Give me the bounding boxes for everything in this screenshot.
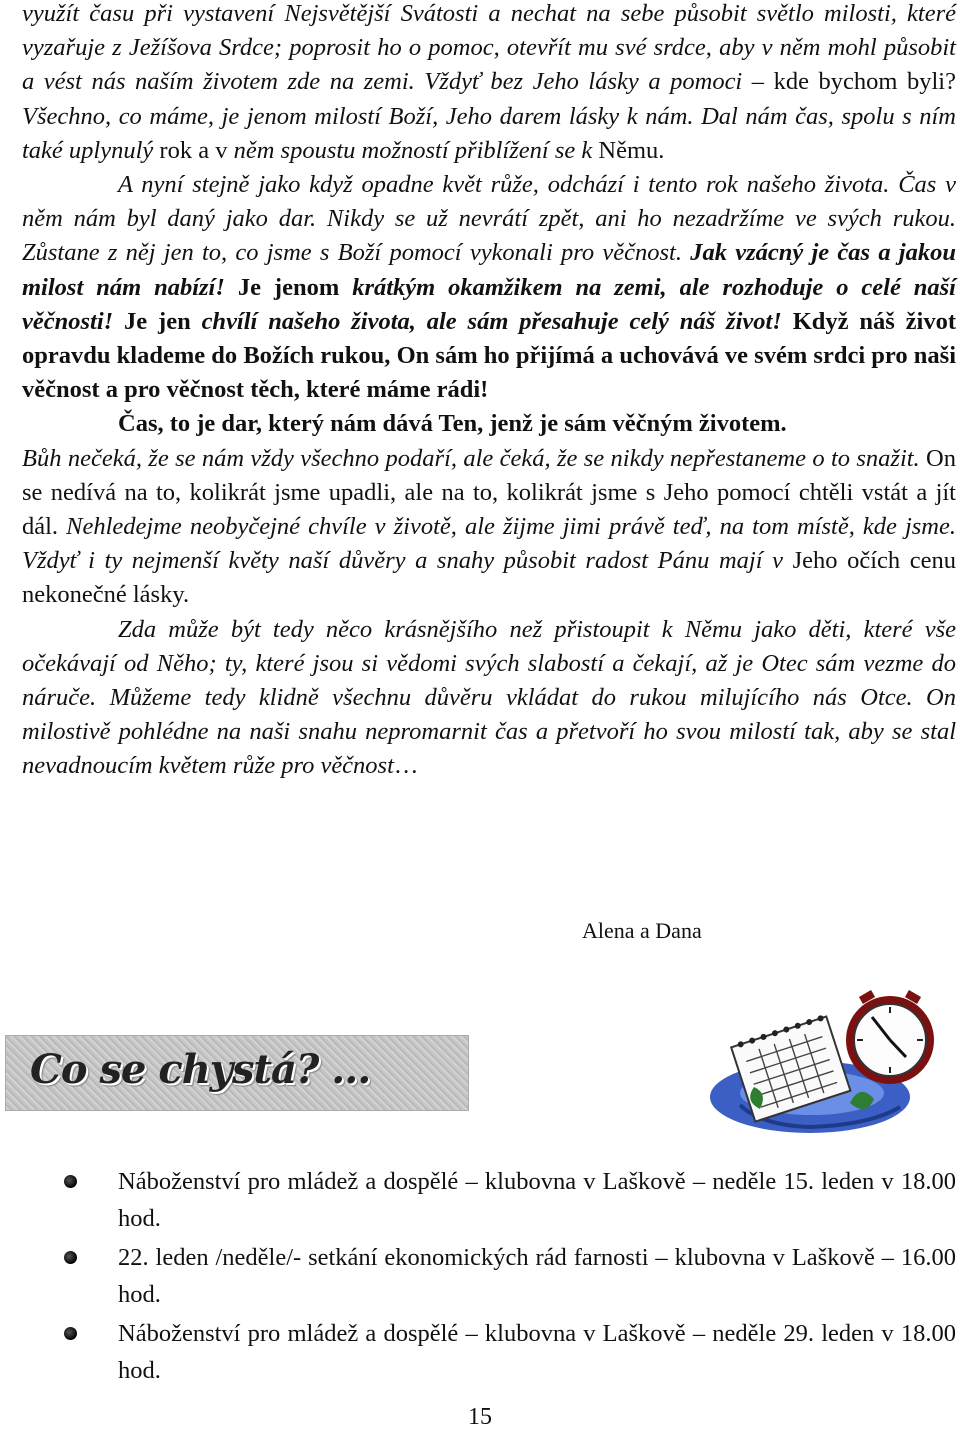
p2-text-7: Když náš život opravdu klademe do Božích rukou, On sám ho přijímá a uchovává ve svém srdci pro naši věčnost a pro věčnost těch, které máme rádi!: [22, 307, 956, 404]
list-item: [60, 1239, 956, 1313]
p3-text: Čas, to je dar, který nám dává Ten, jenž je sám věčným životem.: [118, 410, 787, 438]
event-text: Náboženství pro mládež a dospělé – klubovna v Laškově – neděle 29. leden v 18.00 hod.: [118, 1320, 956, 1384]
p2-text-5: Je jen: [113, 307, 202, 335]
p2-text-6: chvílí našeho života, ale sám přesahuje celý náš život!: [201, 307, 782, 335]
events-list: [60, 1163, 956, 1391]
p4-text-1: Bůh nečeká, že se nám vždy všechno podaří, ale čeká, že se nikdy nepřestaneme o to snažit.: [22, 444, 927, 472]
black-dot-bullet-icon: [64, 1251, 77, 1264]
p1-text-1: využít času při vystavení Nejsvětější Svátosti a nechat na sebe působit světlo milosti, které vyzařuje z Ježíšova Srdce; poprosit ho o pomoc, otevřít mu své srdce, aby v něm mohl působit a vést nás naším životem zde na zemi. Vždyť bez Jeho lásky a pomoci –: [22, 0, 956, 96]
p1-text-4: rok a v: [159, 136, 234, 164]
p1-text-2: kde bychom byli?: [773, 68, 956, 96]
event-text: Náboženství pro mládež a dospělé – klubovna v Laškově – neděle 15. leden v 18.00 hod.: [118, 1168, 956, 1232]
list-item: [60, 1315, 956, 1389]
page-number: 15: [468, 1404, 492, 1430]
section-banner: [5, 1035, 469, 1111]
p4-text-3: Nehledejme neobyčejné chvíle v životě, ale žijme jimi právě teď, na tom místě, kde jsme. Vždyť i ty nejmenší květy naší důvěry a snahy působit radost Pánu mají v: [22, 513, 956, 575]
black-dot-bullet-icon: [64, 1175, 77, 1188]
list-item: [60, 1163, 956, 1237]
calendar-clock-clipart-icon: [700, 985, 950, 1145]
p5-text-2: Němu jako děti, které vše očekávají od Něho; ty, které jsou si vědomi svých slabostí a čekají, až je Otec sám vezme do náruče. Můžeme tedy klidně všechnu důvěru vkládat do rukou milujícího nás Otce. On milostivě pohlédne na naši snahu nepromarnit čas a přetvoří ho svou milostí tak, aby se stal nevadnoucím květem růže pro věčnost: [22, 615, 956, 780]
section-title: Co se chystá? …: [30, 1046, 371, 1093]
p1-text-3: Všechno, co máme, je jenom milostí Boží, Jeho darem lásky k nám. Dal nám čas, spolu s ním také uplynulý: [22, 102, 956, 164]
p2-text-2: Jak vzácný je čas a jakou milost nám nabízí!: [22, 239, 956, 301]
p2-text-4: krátkým okamžikem na zemi, ale rozhoduje o celé naší věčnosti!: [22, 273, 956, 335]
p4-text-4: Jeho očích cenu nekonečné lásky.: [22, 547, 956, 609]
signature: Alena a Dana: [582, 918, 702, 943]
black-dot-bullet-icon: [64, 1327, 77, 1340]
p5-text-1: Zda může být tedy něco krásnějšího než přistoupit k: [118, 615, 685, 643]
article-paragraph-1: [22, 0, 956, 784]
p5-text-3: …: [393, 752, 419, 780]
p2-text-1: A nyní stejně jako když opadne květ růže, odchází i tento rok našeho života. Čas v něm nám byl daný jako dar. Nikdy se už nevrátí zpět, ani ho nezadržíme ve svých rukou. Zůstane z něj jen to, co jsme s Boží pomocí vykonali pro věčnost.: [22, 171, 956, 267]
event-text: 22. leden /neděle/- setkání ekonomických rád farnosti – klubovna v Laškově – 16.00 hod.: [118, 1244, 956, 1308]
p4-text-2: On se nedívá na to, kolikrát jsme upadli, ale na to, kolikrát jsme s Jeho pomocí chtěli vstát a jít dál.: [22, 444, 956, 541]
p2-text-3: Je jenom: [224, 273, 353, 301]
p1-text-5: něm spoustu možností přiblížení se k: [233, 136, 599, 164]
p1-text-6: Němu.: [598, 136, 665, 164]
